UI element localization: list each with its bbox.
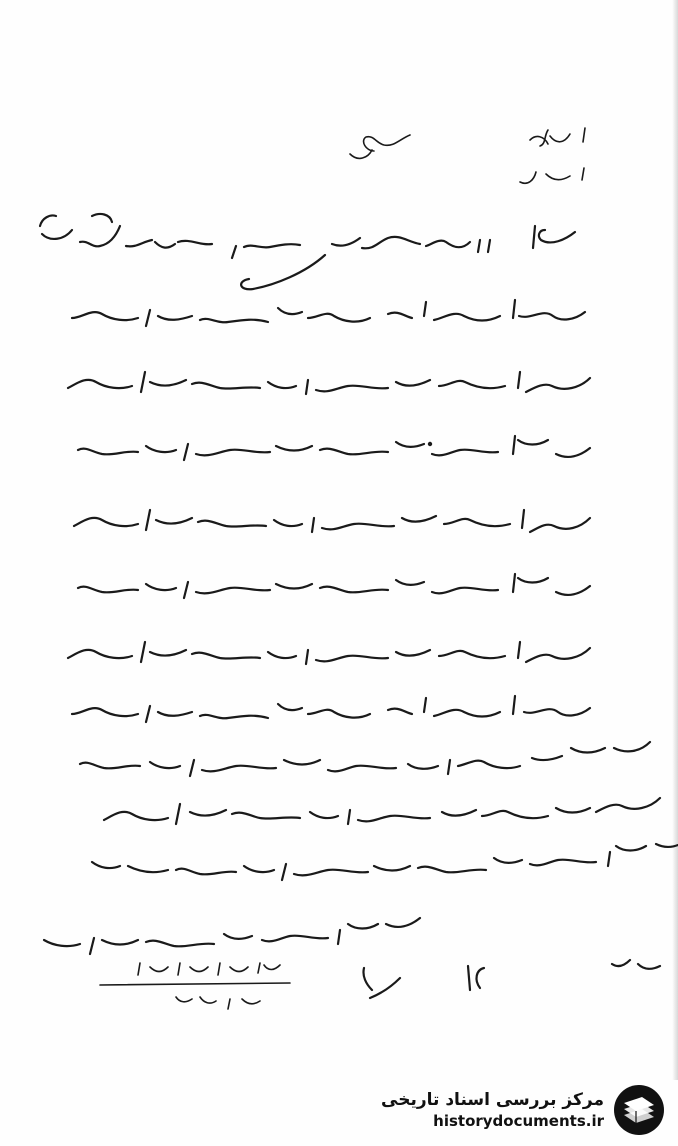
letter-body-line-5 [74, 510, 590, 532]
watermark-title: مرکز بررسی اسناد تاریخی [381, 1090, 604, 1110]
letter-body-line-2 [72, 300, 585, 326]
letter-signature [363, 960, 660, 998]
letter-body-line-3 [68, 372, 590, 394]
watermark-text [381, 1089, 604, 1131]
letter-body-line-8 [72, 696, 590, 722]
letter-body-line-4 [78, 436, 590, 460]
letter-body-line-6 [78, 574, 590, 598]
letter-body-line-12 [44, 918, 420, 954]
watermark [381, 1082, 666, 1138]
letter-body-line-9 [80, 742, 650, 776]
letter-header-right [520, 128, 585, 183]
letter-body-line-7 [68, 642, 590, 664]
letter-body-line-10 [104, 798, 660, 824]
watermark-url: historydocuments.ir [433, 1112, 604, 1130]
letter-header-mid [350, 135, 410, 158]
archive-logo-icon [612, 1083, 666, 1137]
letter-body-line-1 [40, 214, 575, 289]
letter-body-line-11 [92, 838, 678, 880]
